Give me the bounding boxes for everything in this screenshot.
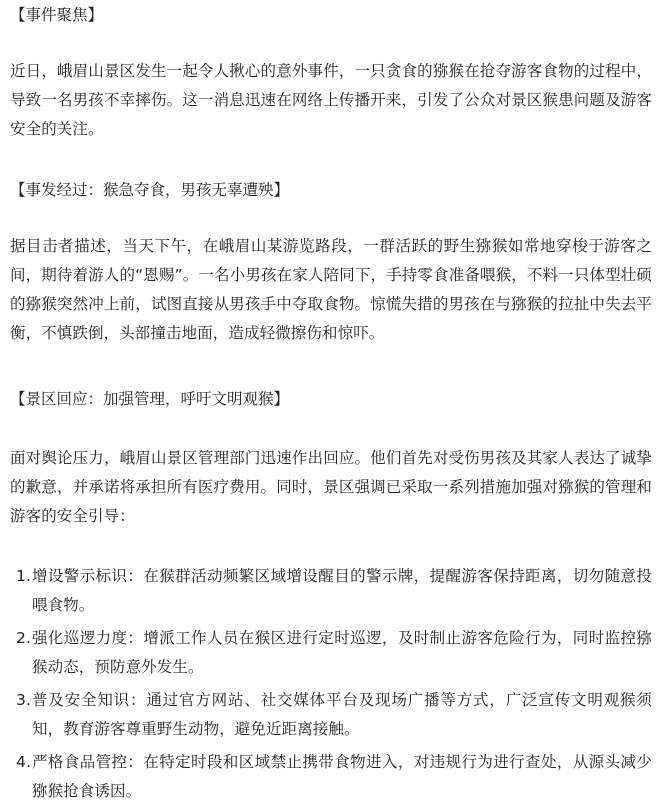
section-paragraph-event-focus: 近日，峨眉山景区发生一起令人揪心的意外事件，一只贪食的猕猴在抢夺游客食物的过程中，导致一名男孩不幸摔伤。这一消息迅速在网络上传播开来，引发了公众对景区猴患问题及游客安全的关注。 [10, 62, 652, 138]
list-item-number: 1. [16, 567, 31, 585]
list-item [10, 748, 652, 806]
section-paragraph-incident: 据目击者描述，当天下午，在峨眉山某游览路段，一群活跃的野生猕猴如常地穿梭于游客之间，期待着游人的“恩赐”。一名小男孩在家人陪同下，手持零食准备喂猴，不料一只体型壮硕的猕猴突然冲上前，试图直接从男孩手中夺取食物。惊慌失措的男孩在与猕猴的拉扯中失去平衡，不慎跌倒，头部撞击地面，造成轻微擦伤和惊吓。 [10, 237, 652, 342]
list-item-number: 3. [16, 691, 31, 709]
list-item-text: 强化巡逻力度：增派工作人员在猴区进行定时巡逻，及时制止游客危险行为，同时监控猕猴动态，预防意外发生。 [32, 629, 652, 676]
list-item-text: 严格食品管控：在特定时段和区域禁止携带食物进入，对违规行为进行查处，从源头减少猕猴抢食诱因。 [32, 753, 652, 800]
list-item [10, 562, 652, 620]
list-item-text: 增设警示标识：在猴群活动频繁区域增设醒目的警示牌，提醒游客保持距离，切勿随意投喂食物。 [32, 567, 652, 614]
list-item [10, 624, 652, 682]
list-item-number: 4. [16, 753, 31, 771]
list-item-text: 普及安全知识：通过官方网站、社交媒体平台及现场广播等方式，广泛宣传文明观猴须知，教育游客尊重野生动物，避免近距离接触。 [32, 691, 652, 738]
list-item-number: 2. [16, 629, 31, 647]
measures-list [10, 562, 652, 810]
section-paragraph-response: 面对舆论压力，峨眉山景区管理部门迅速作出回应。他们首先对受伤男孩及其家人表达了诚挚的歉意，并承诺将承担所有医疗费用。同时，景区强调已采取一系列措施加强对猕猴的管理和游客的安全引导： [10, 449, 652, 525]
section-heading-response: 【景区回应：加强管理，呼吁文明观猴】 [10, 390, 290, 408]
section-heading-event-focus: 【事件聚焦】 [10, 6, 104, 24]
section-heading-incident: 【事发经过：猴急夺食，男孩无辜遭殃】 [10, 181, 290, 199]
list-item [10, 686, 652, 744]
